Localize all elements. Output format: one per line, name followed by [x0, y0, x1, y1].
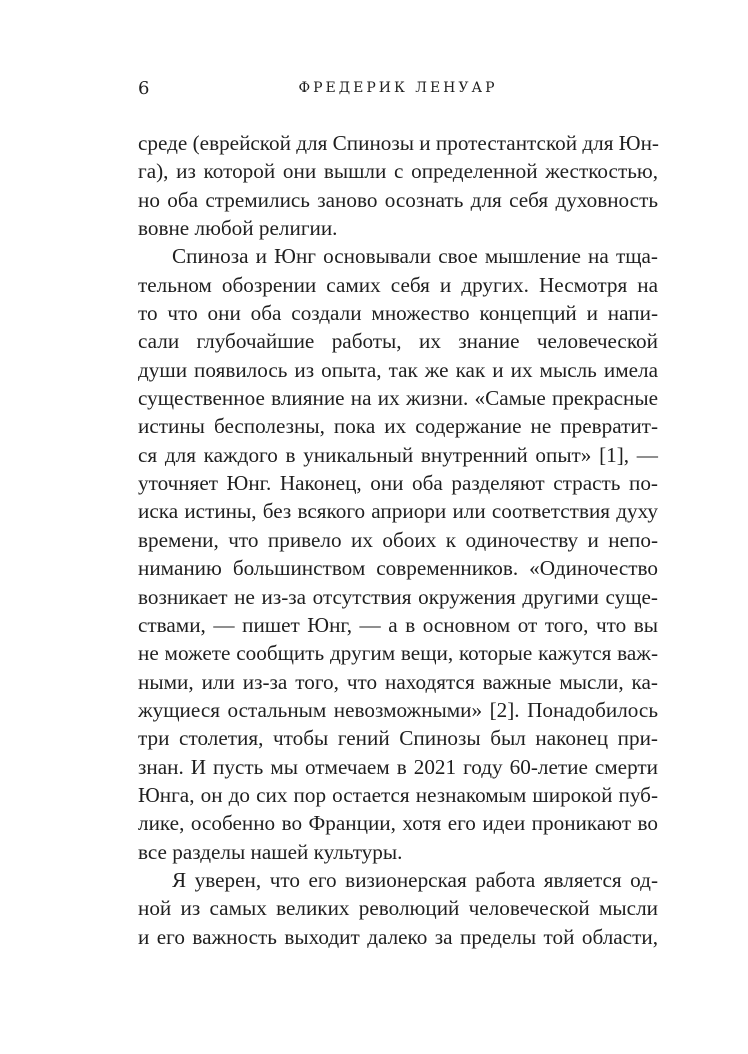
- text-line: души появилось из опыта, так же как и их мысль имела: [138, 357, 658, 382]
- text-line: ся для каждого в уникальный внутренний опыт» [1], —: [138, 442, 658, 467]
- text-line: то что они оба создали множество концепций и напи-: [138, 301, 658, 326]
- page-number: 6: [138, 78, 150, 99]
- text-line: ной из самых великих революций человеческой мысли: [138, 896, 658, 921]
- text-line: и его важность выходит далеко за пределы той области,: [138, 924, 658, 949]
- paragraph: [138, 129, 658, 242]
- text-line: тельном обозрении самих себя и других. Несмотря на: [138, 272, 658, 297]
- page-header: [138, 78, 658, 102]
- text-line: уточняет Юнг. Наконец, они оба разделяют страсть по-: [138, 471, 658, 496]
- paragraph: [138, 242, 658, 866]
- text-line: Спиноза и Юнг основывали свое мышление на тща-: [172, 244, 658, 269]
- text-line: га), из которой они вышли с определенной жесткостью,: [138, 159, 658, 184]
- text-line: сали глубочайшие работы, их знание человеческой: [138, 329, 658, 354]
- text-line: иска истины, без всякого априори или соответствия духу: [138, 499, 658, 524]
- text-line: существенное влияние на их жизни. «Самые прекрасные: [138, 386, 658, 411]
- paragraph: [138, 866, 658, 951]
- text-line: истины бесполезны, пока их содержание не превратит-: [138, 414, 658, 439]
- text-line: не можете сообщить другим вещи, которые кажутся важ-: [138, 641, 658, 666]
- text-line: среде (еврейской для Спинозы и протестантской для Юн-: [138, 131, 659, 155]
- text-line: времени, что привело их обоих к одиночеству и непо-: [138, 527, 658, 552]
- text-line: но оба стремились заново осознать для себя духовность: [138, 187, 658, 212]
- text-line: возникает не из-за отсутствия окружения другими суще-: [138, 584, 658, 609]
- text-line: Юнга, он до сих пор остается незнакомым широкой пуб-: [138, 782, 658, 807]
- text-line: знан. И пусть мы отмечаем в 2021 году 60-летие смерти: [138, 754, 658, 779]
- text-line: вовне любой религии.: [138, 216, 338, 241]
- text-line: лике, особенно во Франции, хотя его идеи проникают во: [138, 811, 658, 836]
- text-line: все разделы нашей культуры.: [138, 839, 403, 864]
- text-line: ствами, — пишет Юнг, — а в основном от того, что вы: [138, 612, 658, 637]
- text-line: три столетия, чтобы гений Спинозы был наконец при-: [138, 726, 658, 751]
- text-line: жущиеся остальным невозможными» [2]. Понадобилось: [138, 697, 658, 722]
- text-line: ниманию большинством современников. «Одиночество: [138, 556, 658, 581]
- running-title: ФРЕДЕРИК ЛЕНУАР: [298, 80, 498, 96]
- text-line: Я уверен, что его визионерская работа является од-: [172, 867, 658, 892]
- text-line: ными, или из-за того, что находятся важные мысли, ка-: [138, 669, 658, 694]
- body-text: [138, 129, 658, 951]
